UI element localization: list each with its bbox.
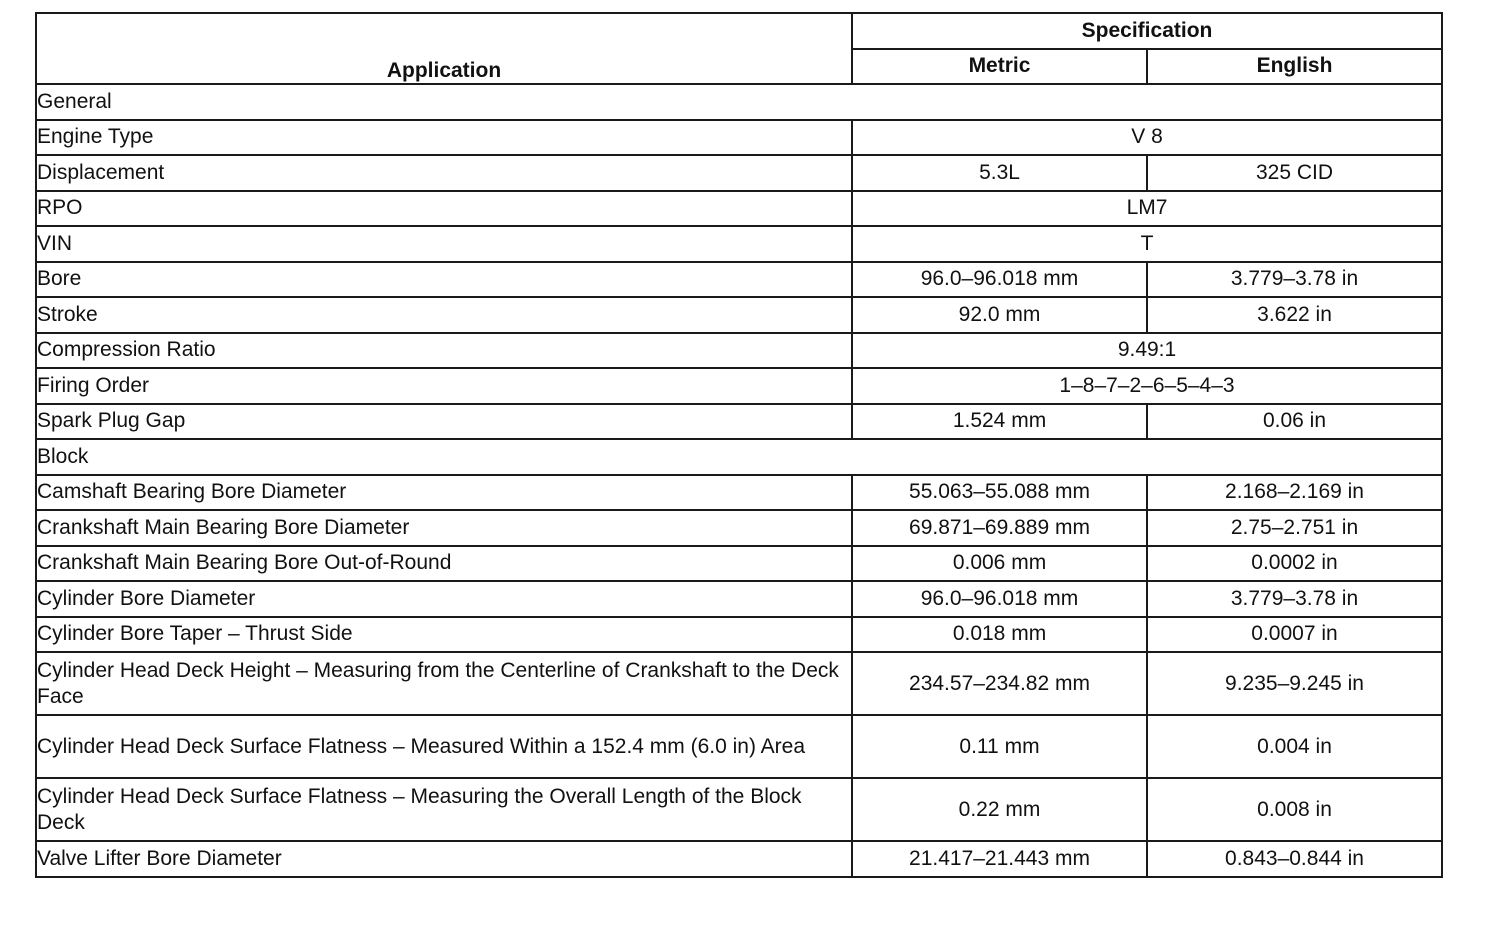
application-cell: Cylinder Head Deck Height – Measuring from the Centerline of Crankshaft to the Deck Face xyxy=(36,652,852,715)
table-row xyxy=(36,510,1442,546)
application-cell: Firing Order xyxy=(36,368,852,404)
english-cell: 0.843–0.844 in xyxy=(1147,841,1442,877)
table-row xyxy=(36,226,1442,262)
application-cell: Compression Ratio xyxy=(36,333,852,369)
english-cell: 3.779–3.78 in xyxy=(1147,581,1442,617)
table-row xyxy=(36,715,1442,778)
table-row xyxy=(36,120,1442,156)
application-cell: Cylinder Head Deck Surface Flatness – Measured Within a 152.4 mm (6.0 in) Area xyxy=(36,715,852,778)
metric-cell: 96.0–96.018 mm xyxy=(852,581,1147,617)
section-heading: General xyxy=(36,84,1442,120)
table-row xyxy=(36,333,1442,369)
english-cell: 325 CID xyxy=(1147,155,1442,191)
metric-cell: 96.0–96.018 mm xyxy=(852,262,1147,298)
english-cell: 2.168–2.169 in xyxy=(1147,475,1442,511)
application-column-header: Application xyxy=(36,13,852,84)
specification-cell: 9.49:1 xyxy=(852,333,1442,369)
table-row xyxy=(36,778,1442,841)
table-row xyxy=(36,262,1442,298)
application-cell: Spark Plug Gap xyxy=(36,404,852,440)
header-row-top xyxy=(36,13,1442,49)
table-row xyxy=(36,546,1442,582)
specification-cell: 1–8–7–2–6–5–4–3 xyxy=(852,368,1442,404)
table-body xyxy=(36,84,1442,877)
english-cell: 0.0002 in xyxy=(1147,546,1442,582)
metric-cell: 0.22 mm xyxy=(852,778,1147,841)
specification-cell: T xyxy=(852,226,1442,262)
metric-column-header: Metric xyxy=(852,49,1147,85)
application-cell: Cylinder Bore Taper – Thrust Side xyxy=(36,617,852,653)
english-cell: 2.75–2.751 in xyxy=(1147,510,1442,546)
english-cell: 3.622 in xyxy=(1147,297,1442,333)
metric-cell: 69.871–69.889 mm xyxy=(852,510,1147,546)
application-cell: Engine Type xyxy=(36,120,852,156)
english-cell: 3.779–3.78 in xyxy=(1147,262,1442,298)
section-row xyxy=(36,84,1442,120)
english-cell: 0.0007 in xyxy=(1147,617,1442,653)
application-cell: Bore xyxy=(36,262,852,298)
table-row xyxy=(36,404,1442,440)
metric-cell: 92.0 mm xyxy=(852,297,1147,333)
application-cell: Cylinder Bore Diameter xyxy=(36,581,852,617)
table-row xyxy=(36,581,1442,617)
application-cell: VIN xyxy=(36,226,852,262)
english-cell: 0.004 in xyxy=(1147,715,1442,778)
metric-cell: 0.018 mm xyxy=(852,617,1147,653)
table-row xyxy=(36,652,1442,715)
english-cell: 0.008 in xyxy=(1147,778,1442,841)
table-row xyxy=(36,368,1442,404)
application-cell: Crankshaft Main Bearing Bore Out-of-Round xyxy=(36,546,852,582)
section-heading: Block xyxy=(36,439,1442,475)
specification-column-header: Specification xyxy=(852,13,1442,49)
application-cell: Displacement xyxy=(36,155,852,191)
english-cell: 0.06 in xyxy=(1147,404,1442,440)
application-cell: Cylinder Head Deck Surface Flatness – Measuring the Overall Length of the Block Deck xyxy=(36,778,852,841)
english-column-header: English xyxy=(1147,49,1442,85)
metric-cell: 1.524 mm xyxy=(852,404,1147,440)
table-row xyxy=(36,155,1442,191)
specification-cell: V 8 xyxy=(852,120,1442,156)
metric-cell: 55.063–55.088 mm xyxy=(852,475,1147,511)
application-cell: Stroke xyxy=(36,297,852,333)
metric-cell: 5.3L xyxy=(852,155,1147,191)
specification-cell: LM7 xyxy=(852,191,1442,227)
metric-cell: 0.11 mm xyxy=(852,715,1147,778)
table-row xyxy=(36,617,1442,653)
table-row xyxy=(36,475,1442,511)
table-row xyxy=(36,297,1442,333)
engine-specification-table xyxy=(35,12,1443,878)
metric-cell: 234.57–234.82 mm xyxy=(852,652,1147,715)
table-row xyxy=(36,191,1442,227)
application-cell: Camshaft Bearing Bore Diameter xyxy=(36,475,852,511)
application-cell: Valve Lifter Bore Diameter xyxy=(36,841,852,877)
metric-cell: 21.417–21.443 mm xyxy=(852,841,1147,877)
table-row xyxy=(36,841,1442,877)
application-cell: RPO xyxy=(36,191,852,227)
section-row xyxy=(36,439,1442,475)
metric-cell: 0.006 mm xyxy=(852,546,1147,582)
application-cell: Crankshaft Main Bearing Bore Diameter xyxy=(36,510,852,546)
english-cell: 9.235–9.245 in xyxy=(1147,652,1442,715)
